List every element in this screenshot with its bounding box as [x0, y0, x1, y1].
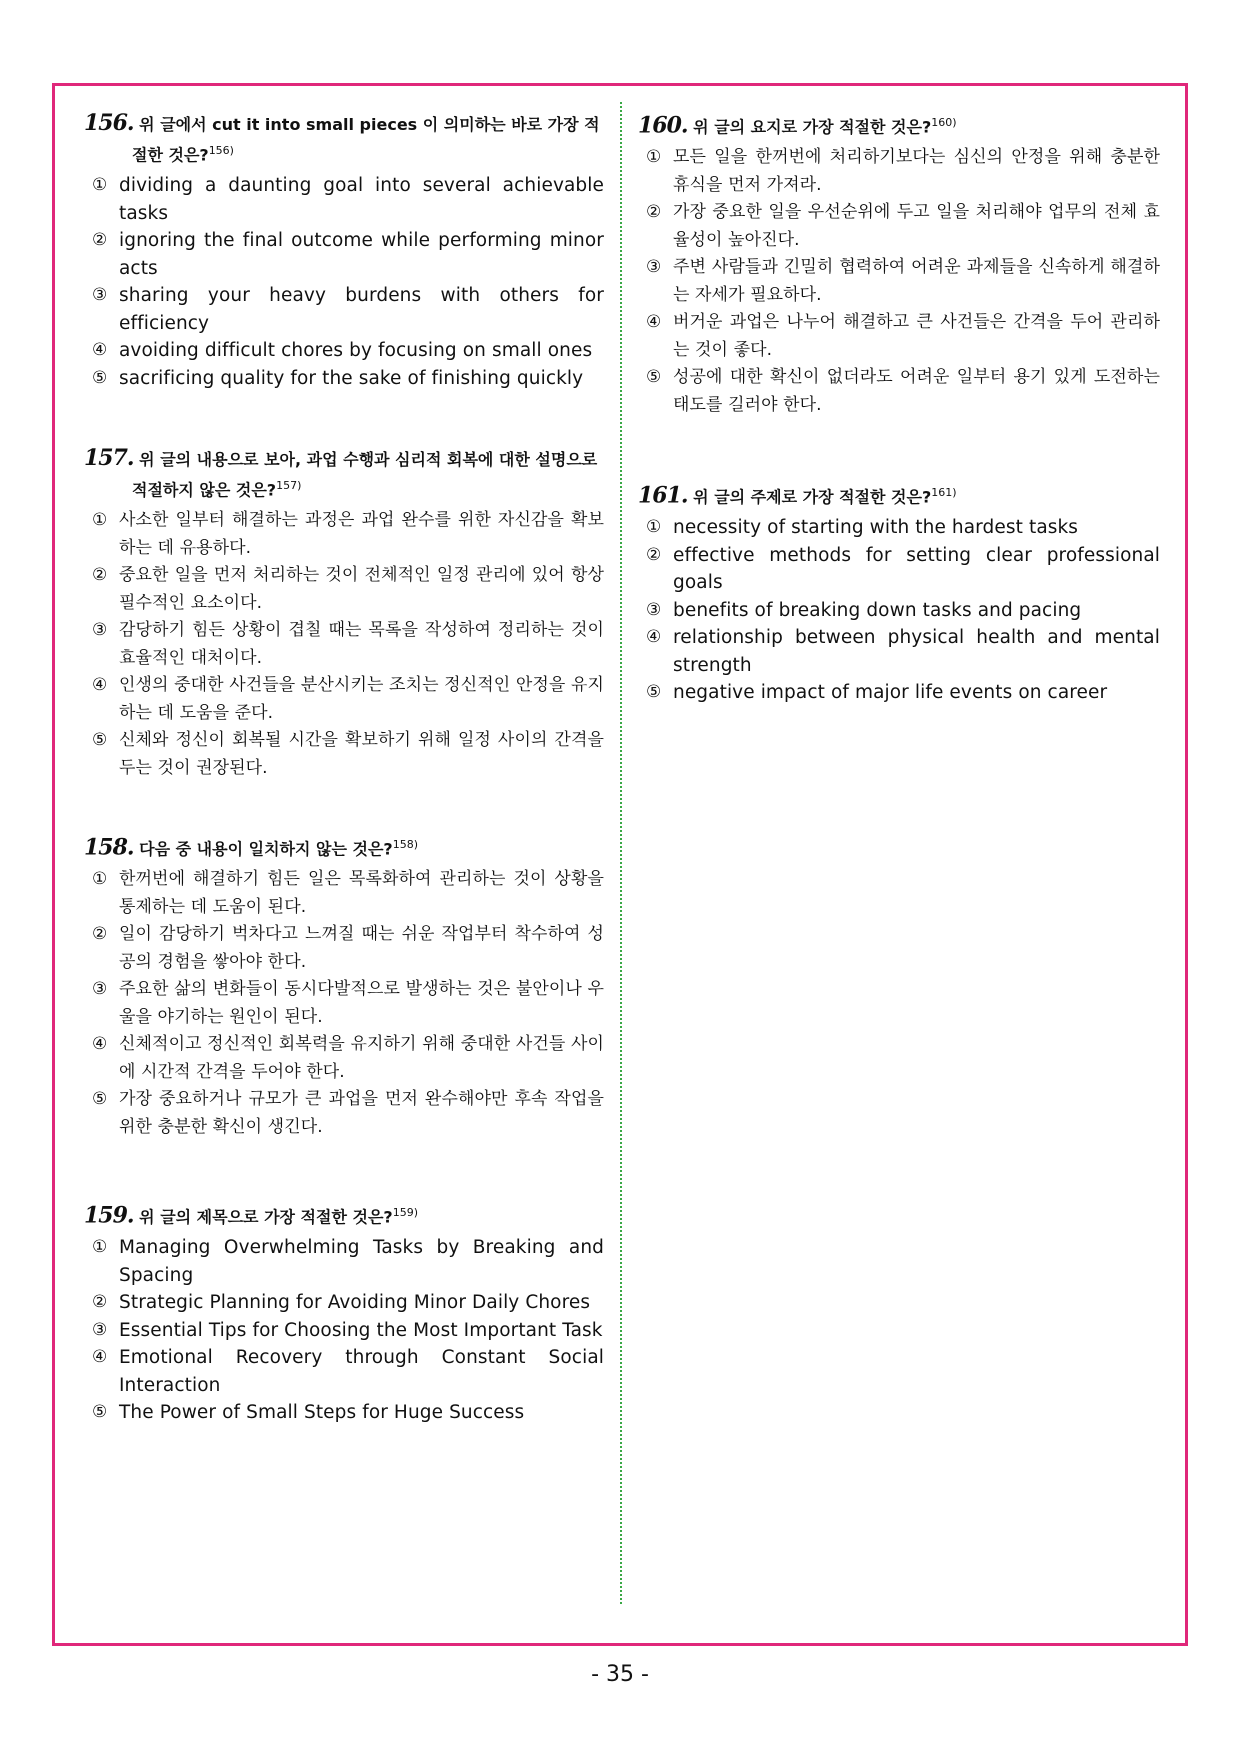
option-text: ignoring the final outcome while performing minor acts	[119, 230, 604, 279]
option[interactable]	[84, 1399, 604, 1427]
option[interactable]	[638, 254, 1160, 309]
option[interactable]	[84, 172, 604, 227]
footnote-ref: 158)	[392, 838, 418, 851]
option-text: sharing your heavy burdens with others for efficiency	[119, 285, 604, 334]
option-text: 사소한 일부터 해결하는 과정은 과업 완수를 위한 자신감을 확보하는 데 유용하다.	[119, 510, 604, 558]
question-heading	[84, 832, 604, 862]
option-mark: ③	[92, 1319, 108, 1340]
option-text: benefits of breaking down tasks and pacing	[673, 599, 1082, 621]
option-text: sacrificing quality for the sake of finishing quickly	[119, 367, 584, 389]
option[interactable]	[84, 282, 604, 337]
option[interactable]	[84, 1289, 604, 1317]
option[interactable]	[84, 365, 604, 393]
option-text: Emotional Recovery through Constant Social Interaction	[119, 1347, 604, 1396]
option-text: 신체와 정신이 회복될 시간을 확보하기 위해 일정 사이의 간격을 두는 것이 권장된다.	[119, 730, 604, 778]
option-mark: ①	[92, 1237, 108, 1258]
question-prompt: 위 글의 주제로 가장 적절한 것은?	[693, 487, 932, 507]
option-list	[638, 514, 1160, 707]
page-number: - 35 -	[591, 1662, 649, 1687]
column-divider	[620, 102, 622, 1604]
option[interactable]	[84, 1344, 604, 1399]
option[interactable]	[84, 1317, 604, 1345]
option[interactable]	[638, 144, 1160, 199]
option-list	[84, 507, 604, 782]
option[interactable]	[84, 1031, 604, 1086]
option-list	[84, 172, 604, 392]
option-text: 버거운 과업은 나누어 해결하고 큰 사건들은 간격을 두어 관리하는 것이 좋다.	[673, 312, 1160, 360]
question-number: 161.	[638, 482, 688, 509]
option-text: 한꺼번에 해결하기 힘든 일은 목록화하여 관리하는 것이 상황을 통제하는 데 도움이 된다.	[119, 869, 604, 917]
option-text: 주변 사람들과 긴밀히 협력하여 어려운 과제들을 신속하게 해결하는 자세가 필요하다.	[673, 257, 1160, 305]
option[interactable]	[84, 337, 604, 365]
option-mark: ⑤	[92, 1402, 108, 1423]
option-mark: ②	[92, 924, 108, 945]
question-number: 159.	[84, 1202, 134, 1229]
question-heading	[84, 1200, 604, 1230]
option-mark: ⑤	[646, 682, 662, 703]
option-mark: ①	[646, 147, 662, 168]
option[interactable]	[84, 672, 604, 727]
option-text: 중요한 일을 먼저 처리하는 것이 전체적인 일정 관리에 있어 항상 필수적인 요소이다.	[119, 565, 604, 613]
option-mark: ④	[646, 312, 662, 333]
option[interactable]	[638, 514, 1160, 542]
option[interactable]	[638, 624, 1160, 679]
option-mark: ③	[92, 285, 108, 306]
option-mark: ④	[92, 340, 108, 361]
question-number: 160.	[638, 112, 688, 139]
option-text: 가장 중요하거나 규모가 큰 과업을 먼저 완수해야만 후속 작업을 위한 충분한 확신이 생긴다.	[119, 1089, 604, 1137]
option-mark: ②	[92, 565, 108, 586]
footnote-ref: 156)	[208, 144, 234, 157]
option-text: The Power of Small Steps for Huge Success	[119, 1402, 525, 1424]
option[interactable]	[84, 1234, 604, 1289]
question-prompt: 위 글에서 cut it into small pieces 이 의미하는 바로 가장 적절한 것은?	[132, 115, 600, 165]
question-156	[84, 110, 604, 392]
question-number: 156.	[84, 110, 134, 136]
option-mark: ⑤	[92, 730, 108, 751]
option-mark: ③	[92, 620, 108, 641]
option[interactable]	[638, 199, 1160, 254]
question-heading	[84, 445, 604, 503]
option[interactable]	[84, 921, 604, 976]
option-mark: ②	[646, 544, 662, 565]
question-160	[638, 110, 1160, 419]
option-mark: ②	[646, 202, 662, 223]
option-text: effective methods for setting clear professional goals	[673, 544, 1160, 594]
option-text: dividing a daunting goal into several achievable tasks	[119, 175, 604, 224]
option-mark: ①	[92, 175, 108, 196]
question-157	[84, 445, 604, 782]
option-mark: ⑤	[92, 1089, 108, 1110]
option-text: Managing Overwhelming Tasks by Breaking and Spacing	[119, 1237, 604, 1286]
option[interactable]	[638, 542, 1160, 597]
option-text: 신체적이고 정신적인 회복력을 유지하기 위해 중대한 사건들 사이에 시간적 간격을 두어야 한다.	[119, 1034, 604, 1082]
option[interactable]	[84, 507, 604, 562]
option[interactable]	[638, 597, 1160, 625]
question-heading	[638, 480, 1160, 510]
option-list	[638, 144, 1160, 419]
option-mark: ④	[92, 675, 108, 696]
option[interactable]	[84, 1086, 604, 1141]
option-mark: ⑤	[92, 367, 108, 388]
option[interactable]	[84, 866, 604, 921]
option-mark: ④	[646, 627, 662, 648]
option[interactable]	[84, 617, 604, 672]
question-prompt: 다음 중 내용이 일치하지 않는 것은?	[139, 839, 393, 859]
question-prompt: 위 글의 제목으로 가장 적절한 것은?	[139, 1207, 393, 1227]
question-158	[84, 832, 604, 1141]
option-mark: ①	[92, 869, 108, 890]
question-prompt: 위 글의 내용으로 보아, 과업 수행과 심리적 회복에 대한 설명으로 적절하지 않은 것은?	[132, 450, 598, 500]
option-text: relationship between physical health and mental strength	[673, 627, 1160, 676]
option-list	[84, 866, 604, 1141]
question-heading	[84, 110, 604, 168]
footnote-ref: 157)	[276, 479, 302, 492]
question-159	[84, 1200, 604, 1427]
option-text: 주요한 삶의 변화들이 동시다발적으로 발생하는 것은 불안이나 우울을 야기하는 원인이 된다.	[119, 979, 604, 1027]
option[interactable]	[638, 679, 1160, 707]
footnote-ref: 161)	[931, 486, 957, 499]
option-mark: ③	[646, 599, 662, 620]
option-mark: ②	[92, 230, 108, 251]
option[interactable]	[84, 227, 604, 282]
option-text: 일이 감당하기 벅차다고 느껴질 때는 쉬운 작업부터 착수하여 성공의 경험을 쌓아야 한다.	[119, 924, 604, 972]
option-mark: ③	[646, 257, 662, 278]
question-number: 158.	[84, 834, 134, 861]
question-heading	[638, 110, 1160, 140]
option-text: negative impact of major life events on career	[673, 682, 1108, 704]
question-number: 157.	[84, 445, 134, 471]
option[interactable]	[638, 364, 1160, 419]
option[interactable]	[84, 562, 604, 617]
option-mark: ①	[646, 517, 662, 538]
option-list	[84, 1234, 604, 1427]
option-text: 감당하기 힘든 상황이 겹칠 때는 목록을 작성하여 정리하는 것이 효율적인 대처이다.	[119, 620, 604, 668]
option[interactable]	[638, 309, 1160, 364]
option-text: 인생의 중대한 사건들을 분산시키는 조치는 정신적인 안정을 유지하는 데 도움을 준다.	[119, 675, 604, 723]
footnote-ref: 159)	[392, 1206, 418, 1219]
option-mark: ①	[92, 510, 108, 531]
option-text: 가장 중요한 일을 우선순위에 두고 일을 처리해야 업무의 전체 효율성이 높아진다.	[673, 202, 1160, 250]
option-text: 성공에 대한 확신이 없더라도 어려운 일부터 용기 있게 도전하는 태도를 길러야 한다.	[673, 367, 1160, 415]
option-text: necessity of starting with the hardest tasks	[673, 517, 1079, 539]
question-161	[638, 480, 1160, 707]
option-mark: ④	[92, 1034, 108, 1055]
option-text: 모든 일을 한꺼번에 처리하기보다는 심신의 안정을 위해 충분한 휴식을 먼저 가져라.	[673, 147, 1160, 195]
option-text: avoiding difficult chores by focusing on small ones	[119, 340, 593, 362]
option-mark: ②	[92, 1292, 108, 1313]
option-text: Essential Tips for Choosing the Most Important Task	[119, 1319, 603, 1341]
option[interactable]	[84, 976, 604, 1031]
option-mark: ⑤	[646, 367, 662, 388]
question-prompt: 위 글의 요지로 가장 적절한 것은?	[693, 117, 932, 137]
footnote-ref: 160)	[931, 116, 957, 129]
option[interactable]	[84, 727, 604, 782]
option-text: Strategic Planning for Avoiding Minor Daily Chores	[119, 1292, 591, 1314]
option-mark: ④	[92, 1347, 108, 1368]
option-mark: ③	[92, 979, 108, 1000]
